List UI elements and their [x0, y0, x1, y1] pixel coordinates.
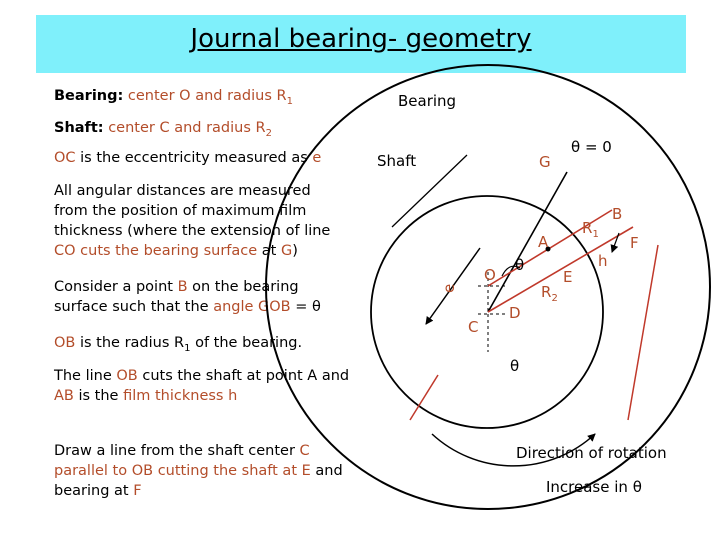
para-point-b-l1c: on the bearing — [187, 279, 299, 295]
line-cf — [488, 227, 633, 312]
para-angular-line3: thickness (where the extension of line — [54, 223, 331, 239]
para-bearing-sub: 1 — [286, 95, 293, 107]
para-draw-l3a: bearing at — [54, 483, 134, 499]
para-point-b-l2b: angle GOB — [213, 299, 291, 315]
bearing-red-line-right — [628, 245, 658, 420]
label-shaft: Shaft — [377, 152, 417, 170]
label-a: A — [538, 233, 549, 251]
label-e-point: E — [563, 268, 573, 286]
para-point-b-l2c: = θ — [290, 299, 321, 315]
label-theta-zero: θ = 0 — [571, 138, 612, 156]
label-theta-bottom: θ — [510, 357, 520, 375]
para-film-l1b: OB — [116, 368, 138, 384]
para-shaft-text: center C and radius R — [103, 120, 266, 136]
label-d: D — [509, 304, 521, 322]
para-film-l1c: cuts the shaft at point A and — [137, 368, 350, 384]
para-film-l1a: The line — [54, 368, 117, 384]
label-g: G — [539, 153, 551, 171]
shaft-red-line-left — [410, 375, 438, 420]
para-film-l2c: film thickness h — [123, 388, 238, 404]
para-shaft-term: Shaft: — [54, 120, 104, 136]
para-film-l2b: is the — [73, 388, 124, 404]
para-point-b-l1a: Consider a point — [54, 279, 178, 295]
label-increase: Increase in θ — [546, 478, 642, 496]
label-theta: θ — [515, 256, 525, 274]
para-angular-g: G — [280, 243, 293, 259]
label-r1-sub: 1 — [592, 229, 599, 240]
para-angular-at: at — [261, 243, 281, 259]
label-o: O — [484, 266, 496, 284]
para-ob-term: OB — [54, 335, 76, 351]
para-ob-sub: 1 — [184, 342, 191, 354]
para-draw-l3b: F — [133, 483, 142, 499]
label-c: C — [468, 318, 479, 336]
page-title: Journal bearing- geometry — [190, 24, 532, 54]
para-angular-close: ) — [292, 243, 298, 259]
para-ecc-e: e — [312, 150, 322, 166]
para-angular-co: CO — [54, 243, 76, 259]
para-angular-cuts: cuts the bearing surface — [75, 243, 262, 259]
label-f: F — [630, 234, 639, 252]
para-draw-l2a: parallel to OB cutting the shaft at — [54, 463, 302, 479]
para-draw-l1a: Draw a line from the shaft center — [54, 443, 300, 459]
para-ecc-text: is the eccentricity measured as — [75, 150, 313, 166]
line-co-extension — [488, 172, 567, 312]
para-bearing-text: center O and radius R — [123, 88, 287, 104]
label-b: B — [612, 205, 623, 223]
para-bearing-term: Bearing: — [54, 88, 124, 104]
label-e-eccentricity: e — [440, 283, 458, 293]
shaft-circle — [371, 196, 603, 428]
film-thickness-arrow — [612, 233, 619, 252]
label-direction: Direction of rotation — [516, 444, 667, 462]
para-point-b-l1b: B — [177, 279, 188, 295]
para-ob-end: of the bearing. — [190, 335, 303, 351]
label-r2: $R_2$ — [541, 283, 558, 304]
para-angular-line1: All angular distances are measured — [54, 183, 311, 199]
label-bearing: Bearing — [398, 92, 457, 110]
label-r2-sub: 2 — [551, 293, 558, 304]
para-shaft-sub: 2 — [265, 127, 272, 139]
label-r1: $R_1$ — [582, 219, 599, 240]
label-h: h — [598, 252, 608, 270]
para-point-b-l2a: surface such that the — [54, 299, 214, 315]
para-draw-l2b: E — [301, 463, 311, 479]
para-draw-l1b: C — [299, 443, 310, 459]
para-film-l2a: AB — [54, 388, 74, 404]
para-ecc-oc: OC — [54, 150, 76, 166]
para-ob-text: is the radius R — [75, 335, 185, 351]
para-draw-l2c: and — [310, 463, 343, 479]
para-angular-line2: from the position of maximum film — [54, 203, 307, 219]
